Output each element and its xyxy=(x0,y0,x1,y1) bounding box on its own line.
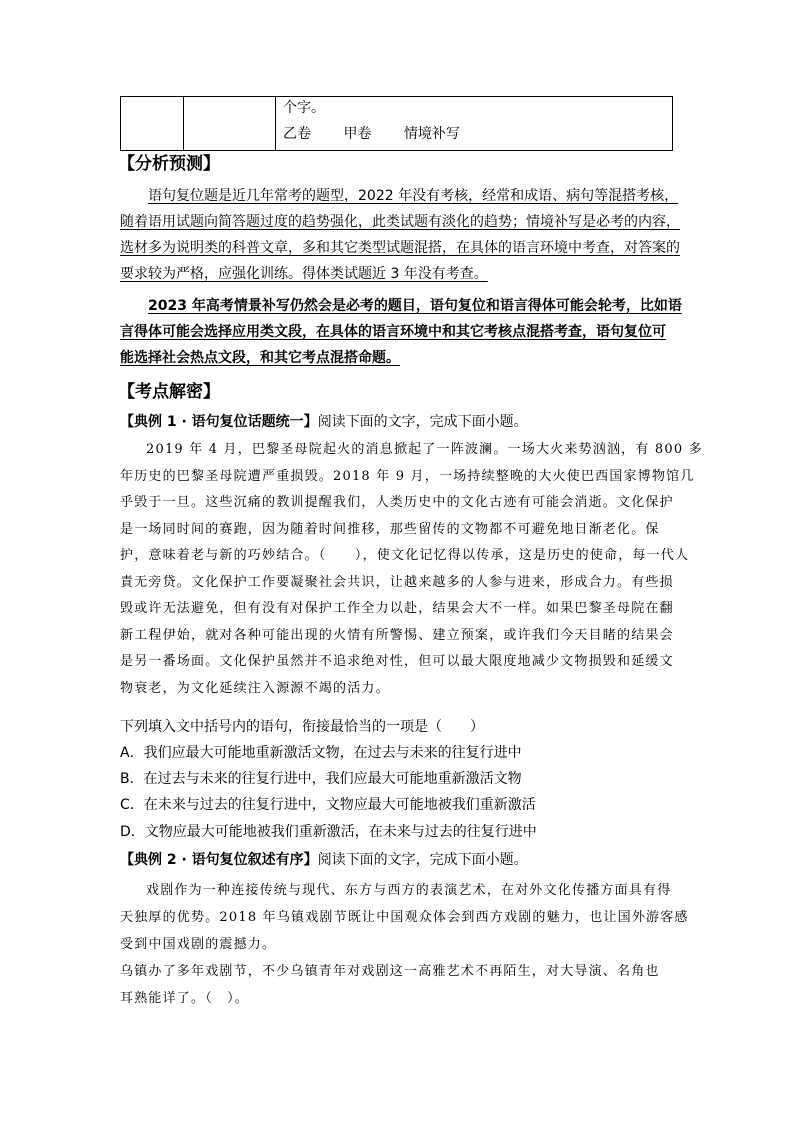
option-c: C．在未来与过去的往复行进中，文物应最大可能地被我们重新激活 xyxy=(120,797,536,813)
text-line: 言得体可能会选择应用类文段，在具体的语言环境中和其它考核点混搭考查，语句复位可 xyxy=(120,324,666,340)
example-1-tag: 【典例 1 · 语句复位话题统一】 xyxy=(120,414,318,430)
option-d: D．文物应最大可能地被我们重新激活，在未来与过去的往复行进中 xyxy=(120,824,537,840)
text-line: 语句复位题是近几年常考的题型，2022 年没有考核，经常和成语、病句等混搭考核， xyxy=(148,188,679,204)
table-column-divider xyxy=(183,97,184,150)
passage-line: 年历史的巴黎圣母院遭严重损毁。2018 年 9 月，一场持续整晚的大火使巴西国家博物馆几 xyxy=(120,468,695,484)
passage-line: 毁或许无法避免，但有没有对保护工作全力以赴，结果会大不一样。如果巴黎圣母院在翻 xyxy=(120,601,674,616)
analysis-paragraph-1 xyxy=(120,183,680,287)
example-1-question: 下列填入文中括号内的语句，衔接最恰当的一项是（ ） xyxy=(120,719,484,735)
passage-line: 責无旁贷。文化保护工作要凝聚社会共识，让越来越多的人参与进来，形成合力。有些损 xyxy=(120,574,674,590)
keypoints-heading: 【考点解密】 xyxy=(118,382,220,402)
text-line: 要求较为严格，应强化训练。得体类试题近 3 年没有考查。 xyxy=(120,266,488,282)
analysis-paragraph-2 xyxy=(120,293,680,371)
option-a: A．我们应最大可能地重新激活文物，在过去与未来的往复行进中 xyxy=(120,745,522,761)
example-1-title xyxy=(120,412,528,432)
text-line: 能选择社会热点文段，和其它考点混搭命题。 xyxy=(120,350,400,366)
passage-line: 天独厚的优势。2018 年乌镇戏剧节既让中国观众体会到西方戏剧的魅力，也让国外游客感 xyxy=(120,910,689,925)
table-item: 乙卷 xyxy=(283,126,311,142)
table-cell-text: 个字。 xyxy=(283,100,325,116)
passage-line: 戏剧作为一种连接传统与现代、东方与西方的表演艺术，在对外文化传播方面具有得 xyxy=(146,883,672,898)
passage-line: 耳熟能详了。（ ）。 xyxy=(120,991,250,1006)
example-1-passage xyxy=(120,437,703,702)
passage-line: 护，意味着老与新的巧妙结合。（ ），使文化记忆得以传承，这是历史的使命，每一代人 xyxy=(120,548,690,563)
table-cell-items xyxy=(283,125,488,143)
example-1-instruction: 阅读下面的文字，完成下面小题。 xyxy=(317,414,528,430)
text-line: 选材多为说明类的科普文章，多和其它类型试题混搭，在具体的语言环境中考查，对答案的 xyxy=(120,240,680,256)
example-2-passage xyxy=(120,877,689,1012)
example-2-title xyxy=(120,850,528,870)
option-b: B．在过去与未来的往复行进中，我们应最大可能地重新激活文物 xyxy=(120,771,522,787)
text-line: 2023 年高考情景补写仍然会是必考的题目，语句复位和语言得体可能会轮考，比如语 xyxy=(148,298,682,314)
table-item: 情境补写 xyxy=(403,126,460,142)
example-2-tag: 【典例 2 · 语句复位叙述有序】 xyxy=(120,852,318,868)
table-item: 甲卷 xyxy=(343,126,372,142)
analysis-heading: 【分析预测】 xyxy=(118,154,220,174)
passage-line: 受到中国戏剧的震撼力。 xyxy=(120,937,277,952)
example-2-instruction: 阅读下面的文字，完成下面小题。 xyxy=(317,852,528,868)
passage-line: 2019 年 4 月，巴黎圣母院起火的消息掀起了一阵波澜。一场大火来势汹汹，有 800 多 xyxy=(146,442,703,457)
passage-line: 物衰老，为文化延续注入源源不竭的活力。 xyxy=(120,680,390,696)
passage-line: 是一场同时间的赛跑，因为随着时间推移，那些留传的文物都不可避免地日渐老化。保 xyxy=(120,521,660,537)
text-line: 随着语用试题向简答题过度的趋势强化，此类试题有淡化的趋势；情境补写是必考的内容， xyxy=(120,214,680,230)
passage-line: 是另一番场面。文化保护虽然并不追求绝对性，但可以最大限度地减少文物损毁和延缓文 xyxy=(120,654,674,669)
passage-line: 新工程伊始，就对各种可能出现的火情有所警惕、建立预案，或许我们今天目睹的结果会 xyxy=(120,627,674,643)
passage-line: 乌镇办了多年戏剧节，不少乌镇青年对戏剧这一高雅艺术不再陌生，对大导演、名角也 xyxy=(120,964,660,979)
passage-line: 乎毁于一旦。这些沉痛的教训提醒我们，人类历史中的文化古迹有可能会消逝。文化保护 xyxy=(120,495,674,510)
table-column-divider xyxy=(275,97,276,150)
